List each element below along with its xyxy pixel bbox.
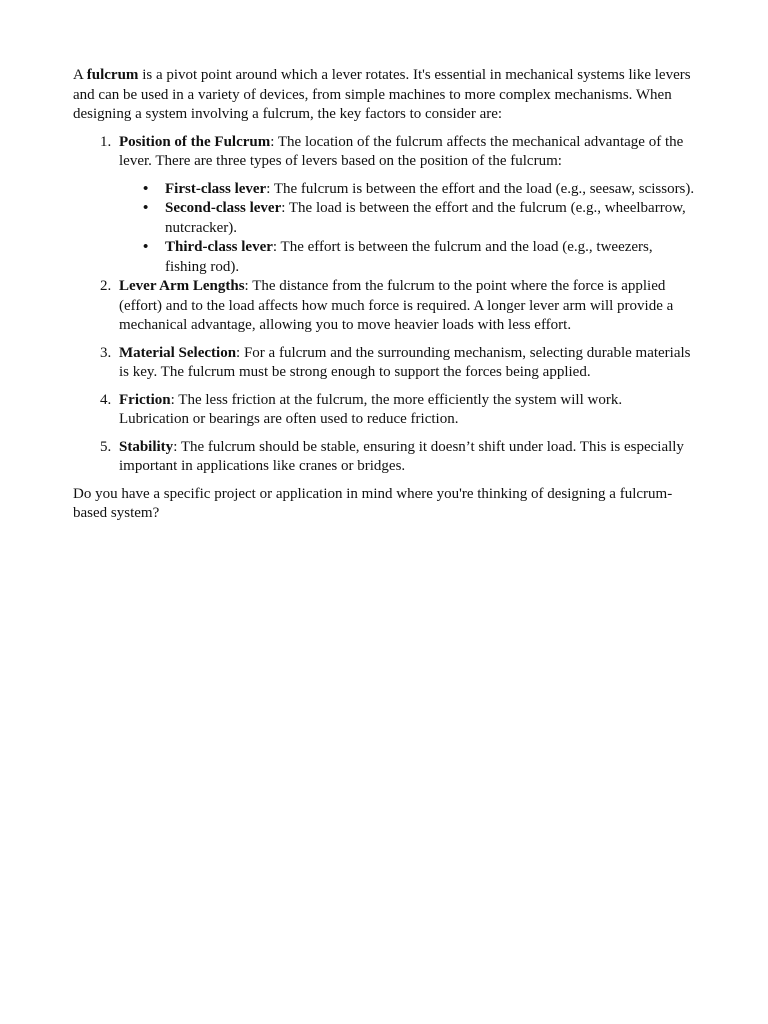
lever-type-third-class [119, 238, 695, 277]
factors-list [73, 133, 695, 477]
factor-item-stability [73, 438, 695, 477]
factor-title: Material Selection [119, 344, 237, 361]
lever-type-first-class [119, 180, 695, 200]
factor-number: 5. [100, 438, 112, 455]
factor-text: : The less friction at the fulcrum, the more efficiently the system will work. Lubrication or bearings are often used to reduce friction. [119, 391, 623, 427]
document-page [0, 0, 695, 524]
factor-number: 3. [100, 344, 112, 361]
intro-text: is a pivot point around which a lever rotates. It's essential in mechanical systems like levers and can be used in a variety of devices, from simple machines to more complex mechanisms. When designing a system involving a fulcrum, the key factors to consider are: [73, 67, 691, 122]
factor-title: Lever Arm Lengths [119, 278, 245, 294]
lever-type-title: Third-class lever [165, 239, 273, 255]
factor-item-material-selection [73, 344, 695, 383]
lever-type-text: : The fulcrum is between the effort and the load (e.g., seesaw, scissors). [266, 180, 695, 197]
factor-number: 1. [100, 133, 112, 150]
lever-type-text: : The load is between the effort and the fulcrum (e.g., wheelbarrow, nutcracker). [165, 200, 686, 236]
bullet-icon: • [143, 200, 149, 216]
factor-text: : The distance from the fulcrum to the point where the force is applied (effort) and to the load affects how much force is required. A longer lever arm will provide a mechanical advantage, allowing you to move heavier loads with less effort. [119, 278, 674, 333]
factor-item-position [73, 133, 695, 278]
bullet-icon: • [143, 180, 149, 197]
factor-number: 4. [100, 391, 112, 408]
bullet-icon: • [143, 239, 149, 255]
factor-text: : For a fulcrum and the surrounding mechanism, selecting durable materials is key. The fulcrum must be strong enough to support the forces being applied. [119, 344, 691, 380]
closing-question: Do you have a specific project or application in mind where you're thinking of designing a fulcrum-based system? [73, 485, 673, 521]
factor-text: : The location of the fulcrum affects the mechanical advantage of the lever. There are three types of levers based on the position of the fulcrum: [119, 133, 684, 169]
lever-type-second-class [119, 199, 695, 238]
factor-number: 2. [100, 278, 112, 294]
factor-title: Stability [119, 438, 174, 455]
intro-prefix: A [73, 67, 87, 83]
factor-title: Friction [119, 391, 171, 408]
factor-text: : The fulcrum should be stable, ensuring it doesn’t shift under load. This is especially important in applications like cranes or bridges. [119, 438, 684, 474]
lever-type-text: : The effort is between the fulcrum and the load (e.g., tweezers, fishing rod). [165, 239, 653, 275]
intro-paragraph [73, 66, 695, 125]
lever-type-title: Second-class lever [165, 200, 282, 216]
factor-item-friction [73, 391, 695, 430]
lever-type-title: First-class lever [165, 180, 267, 197]
factor-title: Position of the Fulcrum [119, 133, 271, 150]
lever-types-list [119, 180, 695, 278]
intro-term: fulcrum [86, 67, 139, 83]
factor-item-lever-arm-lengths [73, 277, 695, 336]
